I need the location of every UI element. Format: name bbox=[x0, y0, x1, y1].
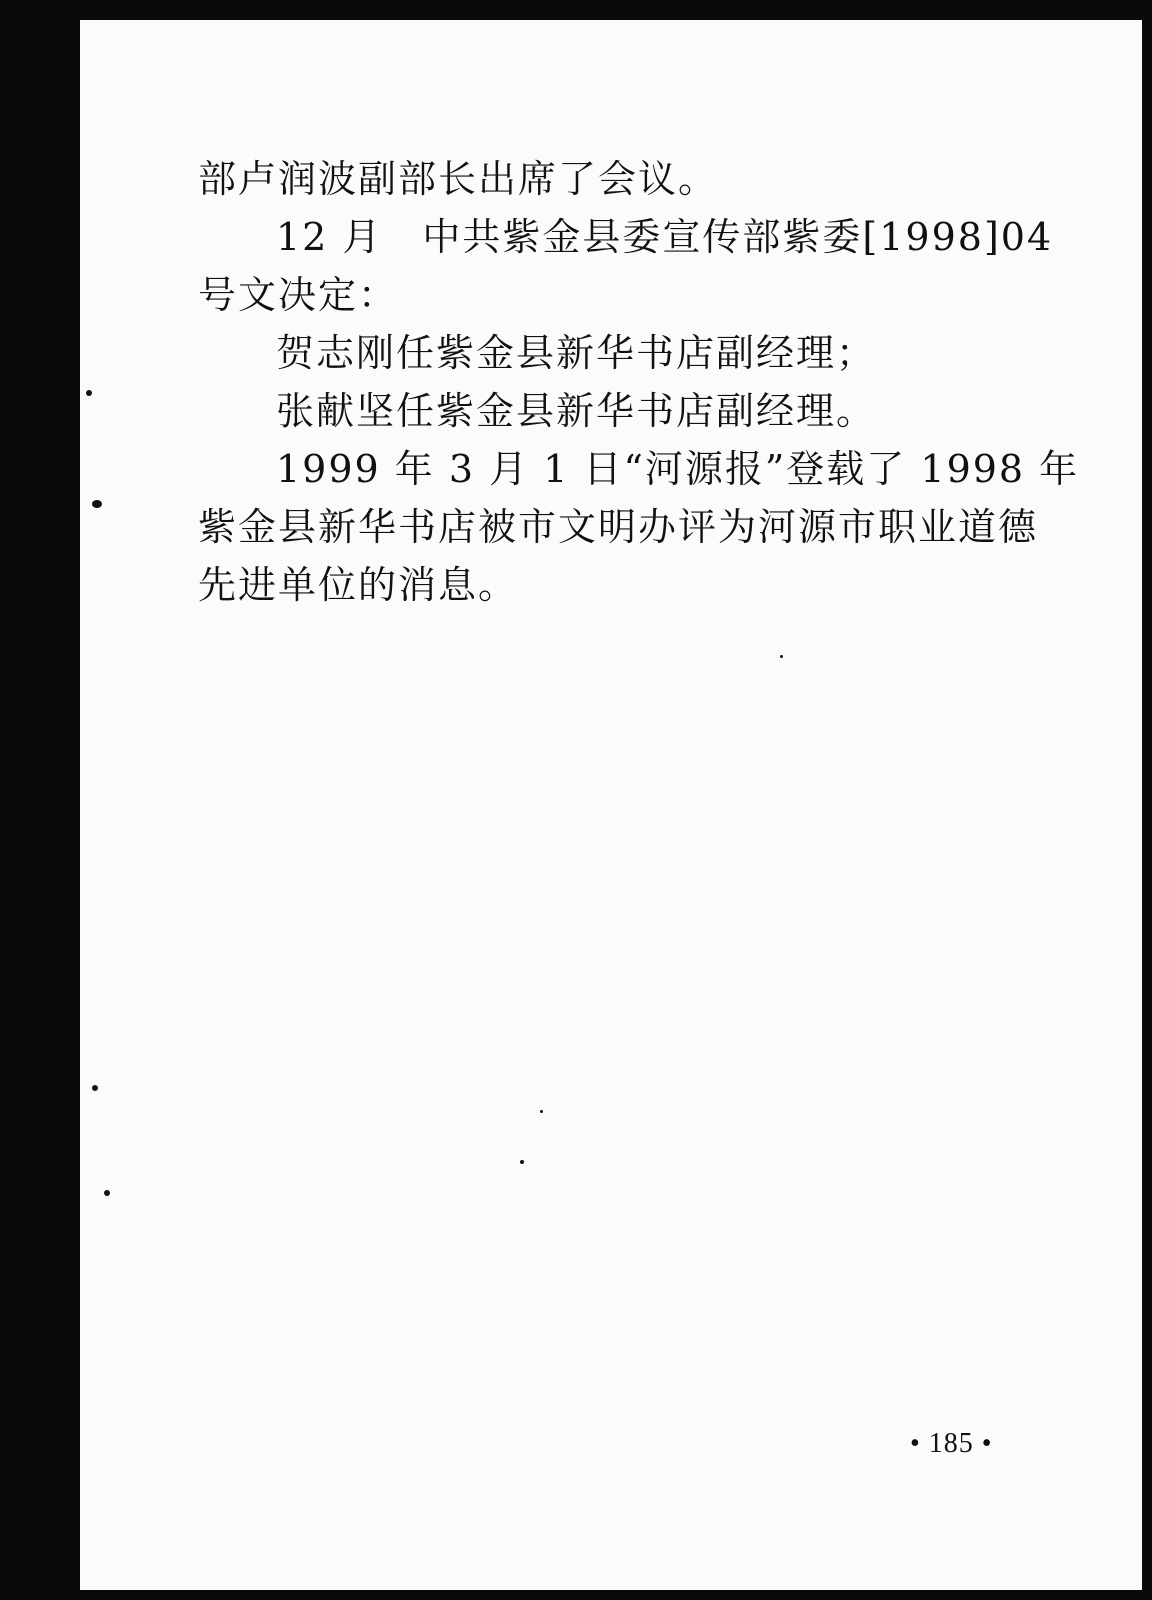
scan-speck bbox=[92, 500, 102, 508]
text-line-appointment-1: 贺志刚任紫金县新华书店副经理； bbox=[276, 331, 877, 375]
text-line-december-entry: 12 月 中共紫金县委宣传部紫委[1998]04 bbox=[276, 215, 1054, 259]
body-text bbox=[198, 150, 1080, 614]
scan-speck bbox=[540, 1110, 543, 1113]
scan-speck bbox=[104, 1190, 110, 1196]
scan-speck bbox=[520, 1160, 524, 1164]
text-line-newspaper-report-end: 先进单位的消息。 bbox=[198, 563, 519, 607]
page-number: • 185 • bbox=[910, 1428, 993, 1459]
text-line-newspaper-report-cont: 紫金县新华书店被市文明办评为河源市职业道德 bbox=[198, 505, 1039, 549]
paper-page bbox=[80, 20, 1142, 1590]
scan-speck bbox=[86, 390, 92, 396]
text-line-decision: 号文决定： bbox=[198, 273, 399, 317]
scan-border-right bbox=[1142, 0, 1152, 1600]
scan-speck bbox=[92, 1085, 98, 1091]
text-line-newspaper-report: 1999 年 3 月 1 日“河源报”登载了 1998 年 bbox=[276, 447, 1080, 491]
text-line-continuation: 部卢润波副部长出席了会议。 bbox=[198, 157, 719, 201]
text-line-appointment-2: 张献坚任紫金县新华书店副经理。 bbox=[276, 389, 877, 433]
scan-speck bbox=[780, 655, 783, 658]
